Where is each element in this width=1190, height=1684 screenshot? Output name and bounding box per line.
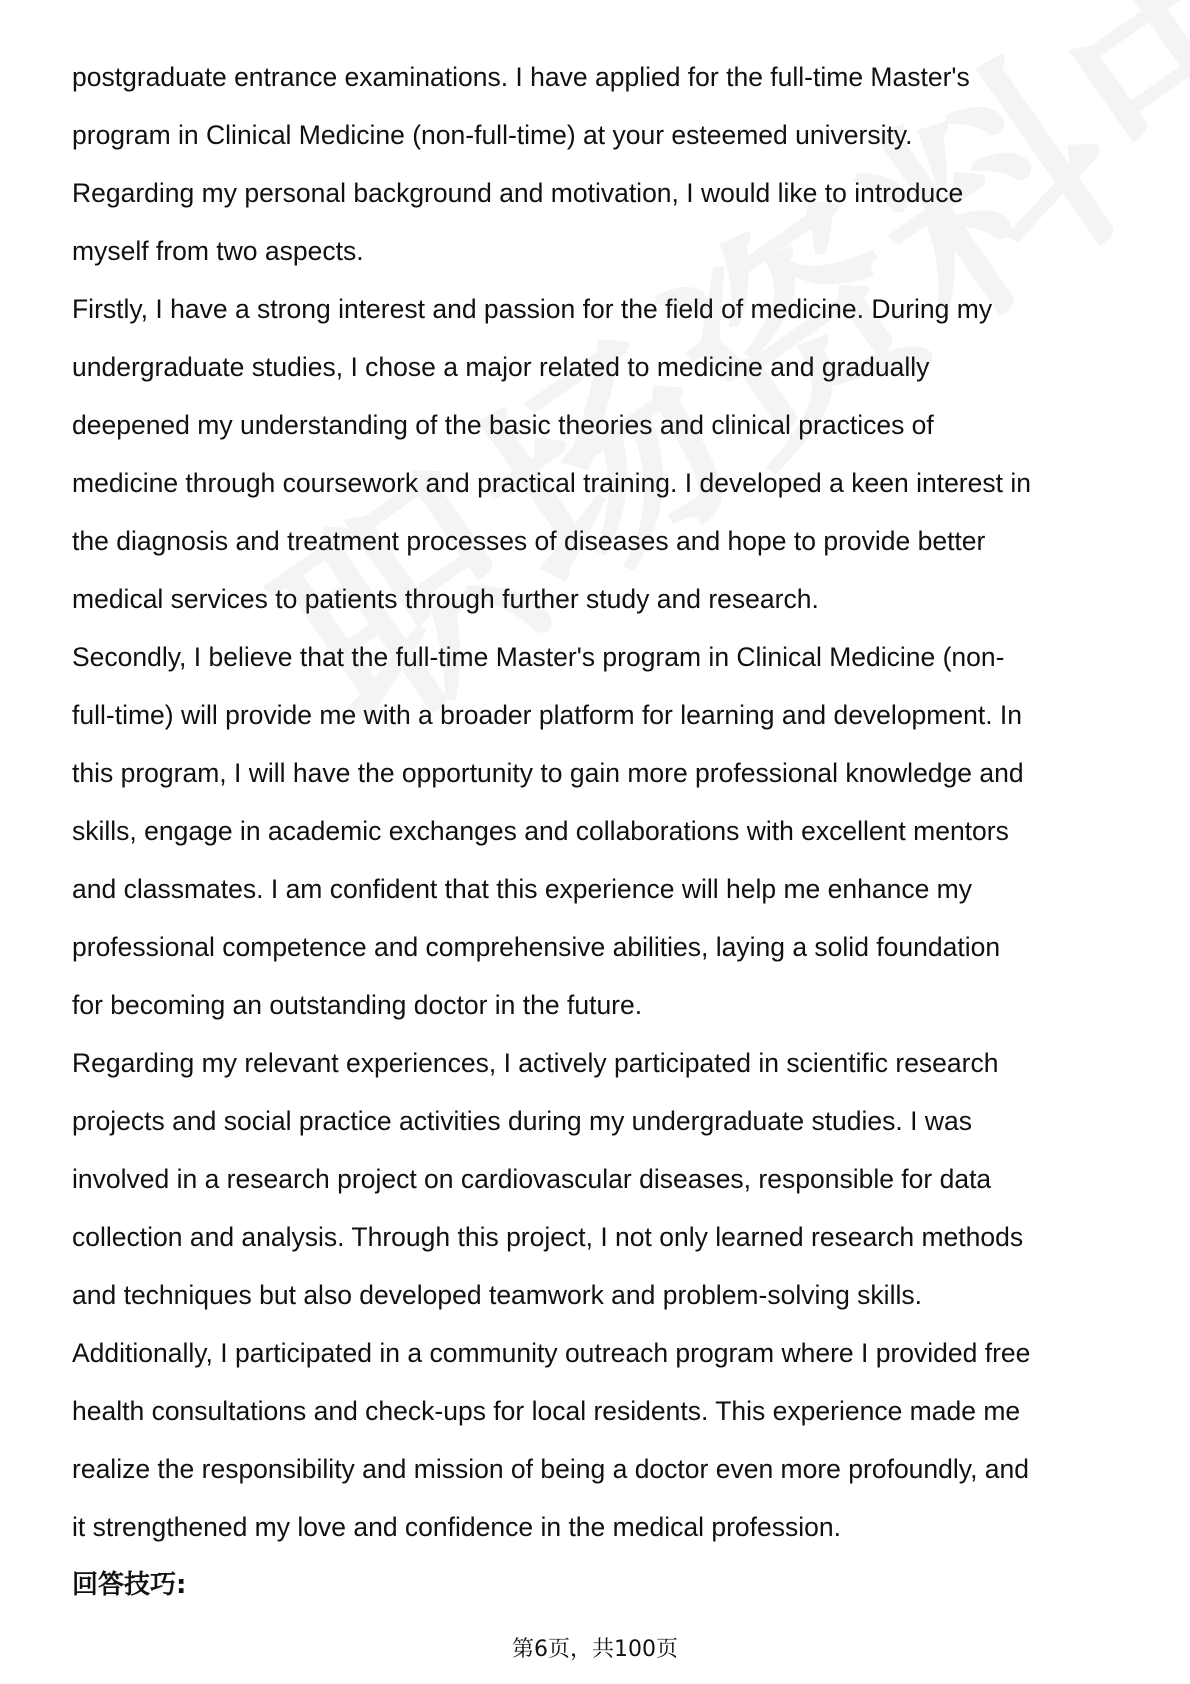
text-line: involved in a research project on cardiovascular diseases, responsible for data [72,1164,992,1194]
text-line: full-time) will provide me with a broader platform for learning and development. In [72,700,1023,730]
text-line: realize the responsibility and mission of being a doctor even more profoundly, and [72,1454,1030,1484]
text-line: for becoming an outstanding doctor in the future. [72,990,643,1020]
text-line: medical services to patients through further study and research. [72,584,819,614]
tips-heading: 回答技巧: [72,1570,187,1600]
text-line: it strengthened my love and confidence in the medical profession. [72,1512,841,1542]
text-line: health consultations and check-ups for local residents. This experience made me [72,1396,1021,1426]
document-body [72,48,1132,1614]
text-line: Firstly, I have a strong interest and passion for the field of medicine. During my [72,294,993,324]
text-line: Secondly, I believe that the full-time Master's program in Clinical Medicine (non- [72,642,1005,672]
text-line: and classmates. I am confident that this experience will help me enhance my [72,874,972,904]
text-line: Regarding my relevant experiences, I actively participated in scientific research [72,1048,999,1078]
text-line: Additionally, I participated in a community outreach program where I provided free [72,1338,1031,1368]
text-line: professional competence and comprehensive abilities, laying a solid foundation [72,932,1001,962]
text-line: program in Clinical Medicine (non-full-time) at your esteemed university. [72,120,913,150]
text-line: projects and social practice activities during my undergraduate studies. I was [72,1106,972,1136]
text-line: medicine through coursework and practical training. I developed a keen interest in [72,468,1031,498]
text-line: Regarding my personal background and motivation, I would like to introduce [72,178,964,208]
page-footer: 第6页，共100页 [512,1637,678,1662]
text-line: this program, I will have the opportunity to gain more professional knowledge and [72,758,1024,788]
text-line: skills, engage in academic exchanges and collaborations with excellent mentors [72,816,1009,846]
text-line: deepened my understanding of the basic theories and clinical practices of [72,410,934,440]
text-line: collection and analysis. Through this project, I not only learned research methods [72,1222,1024,1252]
text-line: postgraduate entrance examinations. I have applied for the full-time Master's [72,62,970,92]
text-line: the diagnosis and treatment processes of diseases and hope to provide better [72,526,986,556]
text-line: myself from two aspects. [72,236,364,266]
text-line: and techniques but also developed teamwork and problem-solving skills. [72,1280,922,1310]
text-line: undergraduate studies, I chose a major related to medicine and gradually [72,352,930,382]
